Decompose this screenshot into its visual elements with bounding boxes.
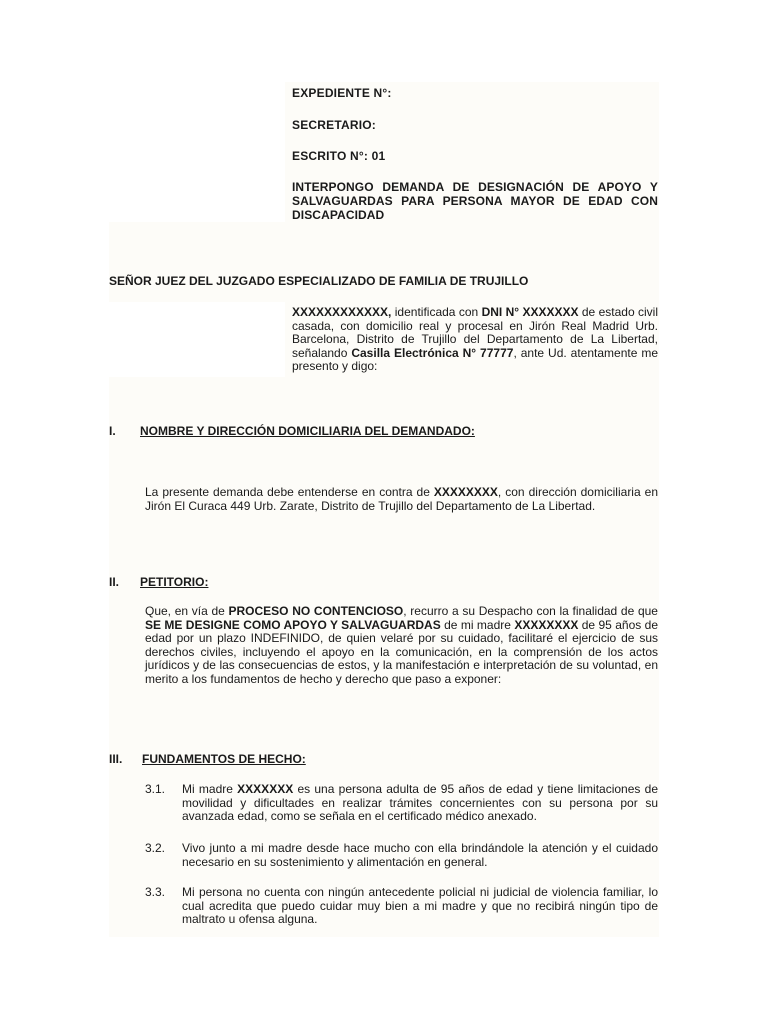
section-number: III. <box>109 752 123 766</box>
paragraph-text: La presente demanda debe entenderse en contra de <box>145 485 434 499</box>
paragraph-text: de mi madre <box>440 617 515 632</box>
fact-item <box>145 783 658 824</box>
section-1-paragraph <box>145 486 658 513</box>
item-text: es una persona adulta de 95 años de edad y tiene limitaciones de movilidad y dificultades en realizar trámites concernientes con su persona por su avanzada edad, como se señala en el certificado médico anexado. <box>182 782 658 823</box>
section-title: PETITORIO: <box>140 575 209 589</box>
dni-number: DNI N° XXXXXXX <box>481 305 579 319</box>
intro-text: de estado civil casada, con domicilio real y procesal en Jirón Real Madrid Urb. Barcelona, Distrito de Trujillo del Departamento de La Libertad, señalando <box>292 305 658 360</box>
intro-paragraph <box>292 306 658 374</box>
intro-text: , ante Ud. atentamente me presento y digo: <box>292 345 659 373</box>
item-text: Vivo junto a mi madre desde hace mucho con ella brindándole la atención y el cuidado necesario en su sostenimiento y alimentación en general. <box>182 841 658 869</box>
petition-request: SE ME DESIGNE COMO APOYO Y SALVAGUARDAS <box>145 617 441 632</box>
mother-name: XXXXXXX <box>237 782 294 796</box>
addressee: SEÑOR JUEZ DEL JUZGADO ESPECIALIZADO DE FAMILIA DE TRUJILLO <box>109 274 529 288</box>
item-number: 3.2. <box>145 841 166 855</box>
fact-item <box>145 886 658 927</box>
item-text: Mi madre <box>182 782 238 796</box>
section-number: I. <box>109 424 116 438</box>
escrito-label: ESCRITO N°: 01 <box>292 149 386 163</box>
applicant-name: XXXXXXXXXXXX, <box>292 305 392 319</box>
section-number: II. <box>109 575 120 589</box>
fact-item <box>145 842 658 869</box>
paragraph-text: Que, en vía de <box>145 604 229 618</box>
secretario-label: SECRETARIO: <box>292 118 376 132</box>
proceso-type: PROCESO NO CONTENCIOSO <box>228 604 404 618</box>
section-title: FUNDAMENTOS DE HECHO: <box>142 752 306 766</box>
section-2-paragraph <box>145 605 658 686</box>
intro-text: identificada con <box>391 305 482 319</box>
paragraph-text: de 95 años de edad por un plazo INDEFINIDO, de quien velaré por su cuidado, facilitaré el ejercicio de sus derechos civiles, incluyendo el apoyo en la comunicación, en la comprensión de los actos jurídicos y de las consecuencias de estos, y la manifestación e interpretación de su voluntad, en merito a los fundamentos de hecho y derecho que paso a exponer: <box>145 617 658 686</box>
section-title: NOMBRE Y DIRECCIÓN DOMICILIARIA DEL DEMANDADO: <box>140 424 475 438</box>
item-number: 3.3. <box>145 885 166 899</box>
mother-name: XXXXXXXX <box>514 617 579 632</box>
defendant-name: XXXXXXXX <box>433 485 498 499</box>
paragraph-text: , con dirección domiciliaria en Jirón El Curaca 449 Urb. Zarate, Distrito de Trujillo del Departamento de La Libertad. <box>145 485 658 513</box>
item-number: 3.1. <box>145 782 166 796</box>
sumilla: INTERPONGO DEMANDA DE DESIGNACIÓN DE APOYO Y SALVAGUARDAS PARA PERSONA MAYOR DE EDAD CON DISCAPACIDAD <box>292 180 658 222</box>
paragraph-text: , recurro a su Despacho con la finalidad de que <box>403 604 658 618</box>
expediente-label: EXPEDIENTE N°: <box>292 86 392 100</box>
item-text: Mi persona no cuenta con ningún antecedente policial ni judicial de violencia familiar, lo cual acredita que puedo cuidar muy bien a mi madre y que no recibirá ningún tipo de maltrato u ofensa alguna. <box>182 885 658 926</box>
casilla-electronica: Casilla Electrónica N° 77777 <box>351 345 514 360</box>
tint-block <box>109 222 659 302</box>
